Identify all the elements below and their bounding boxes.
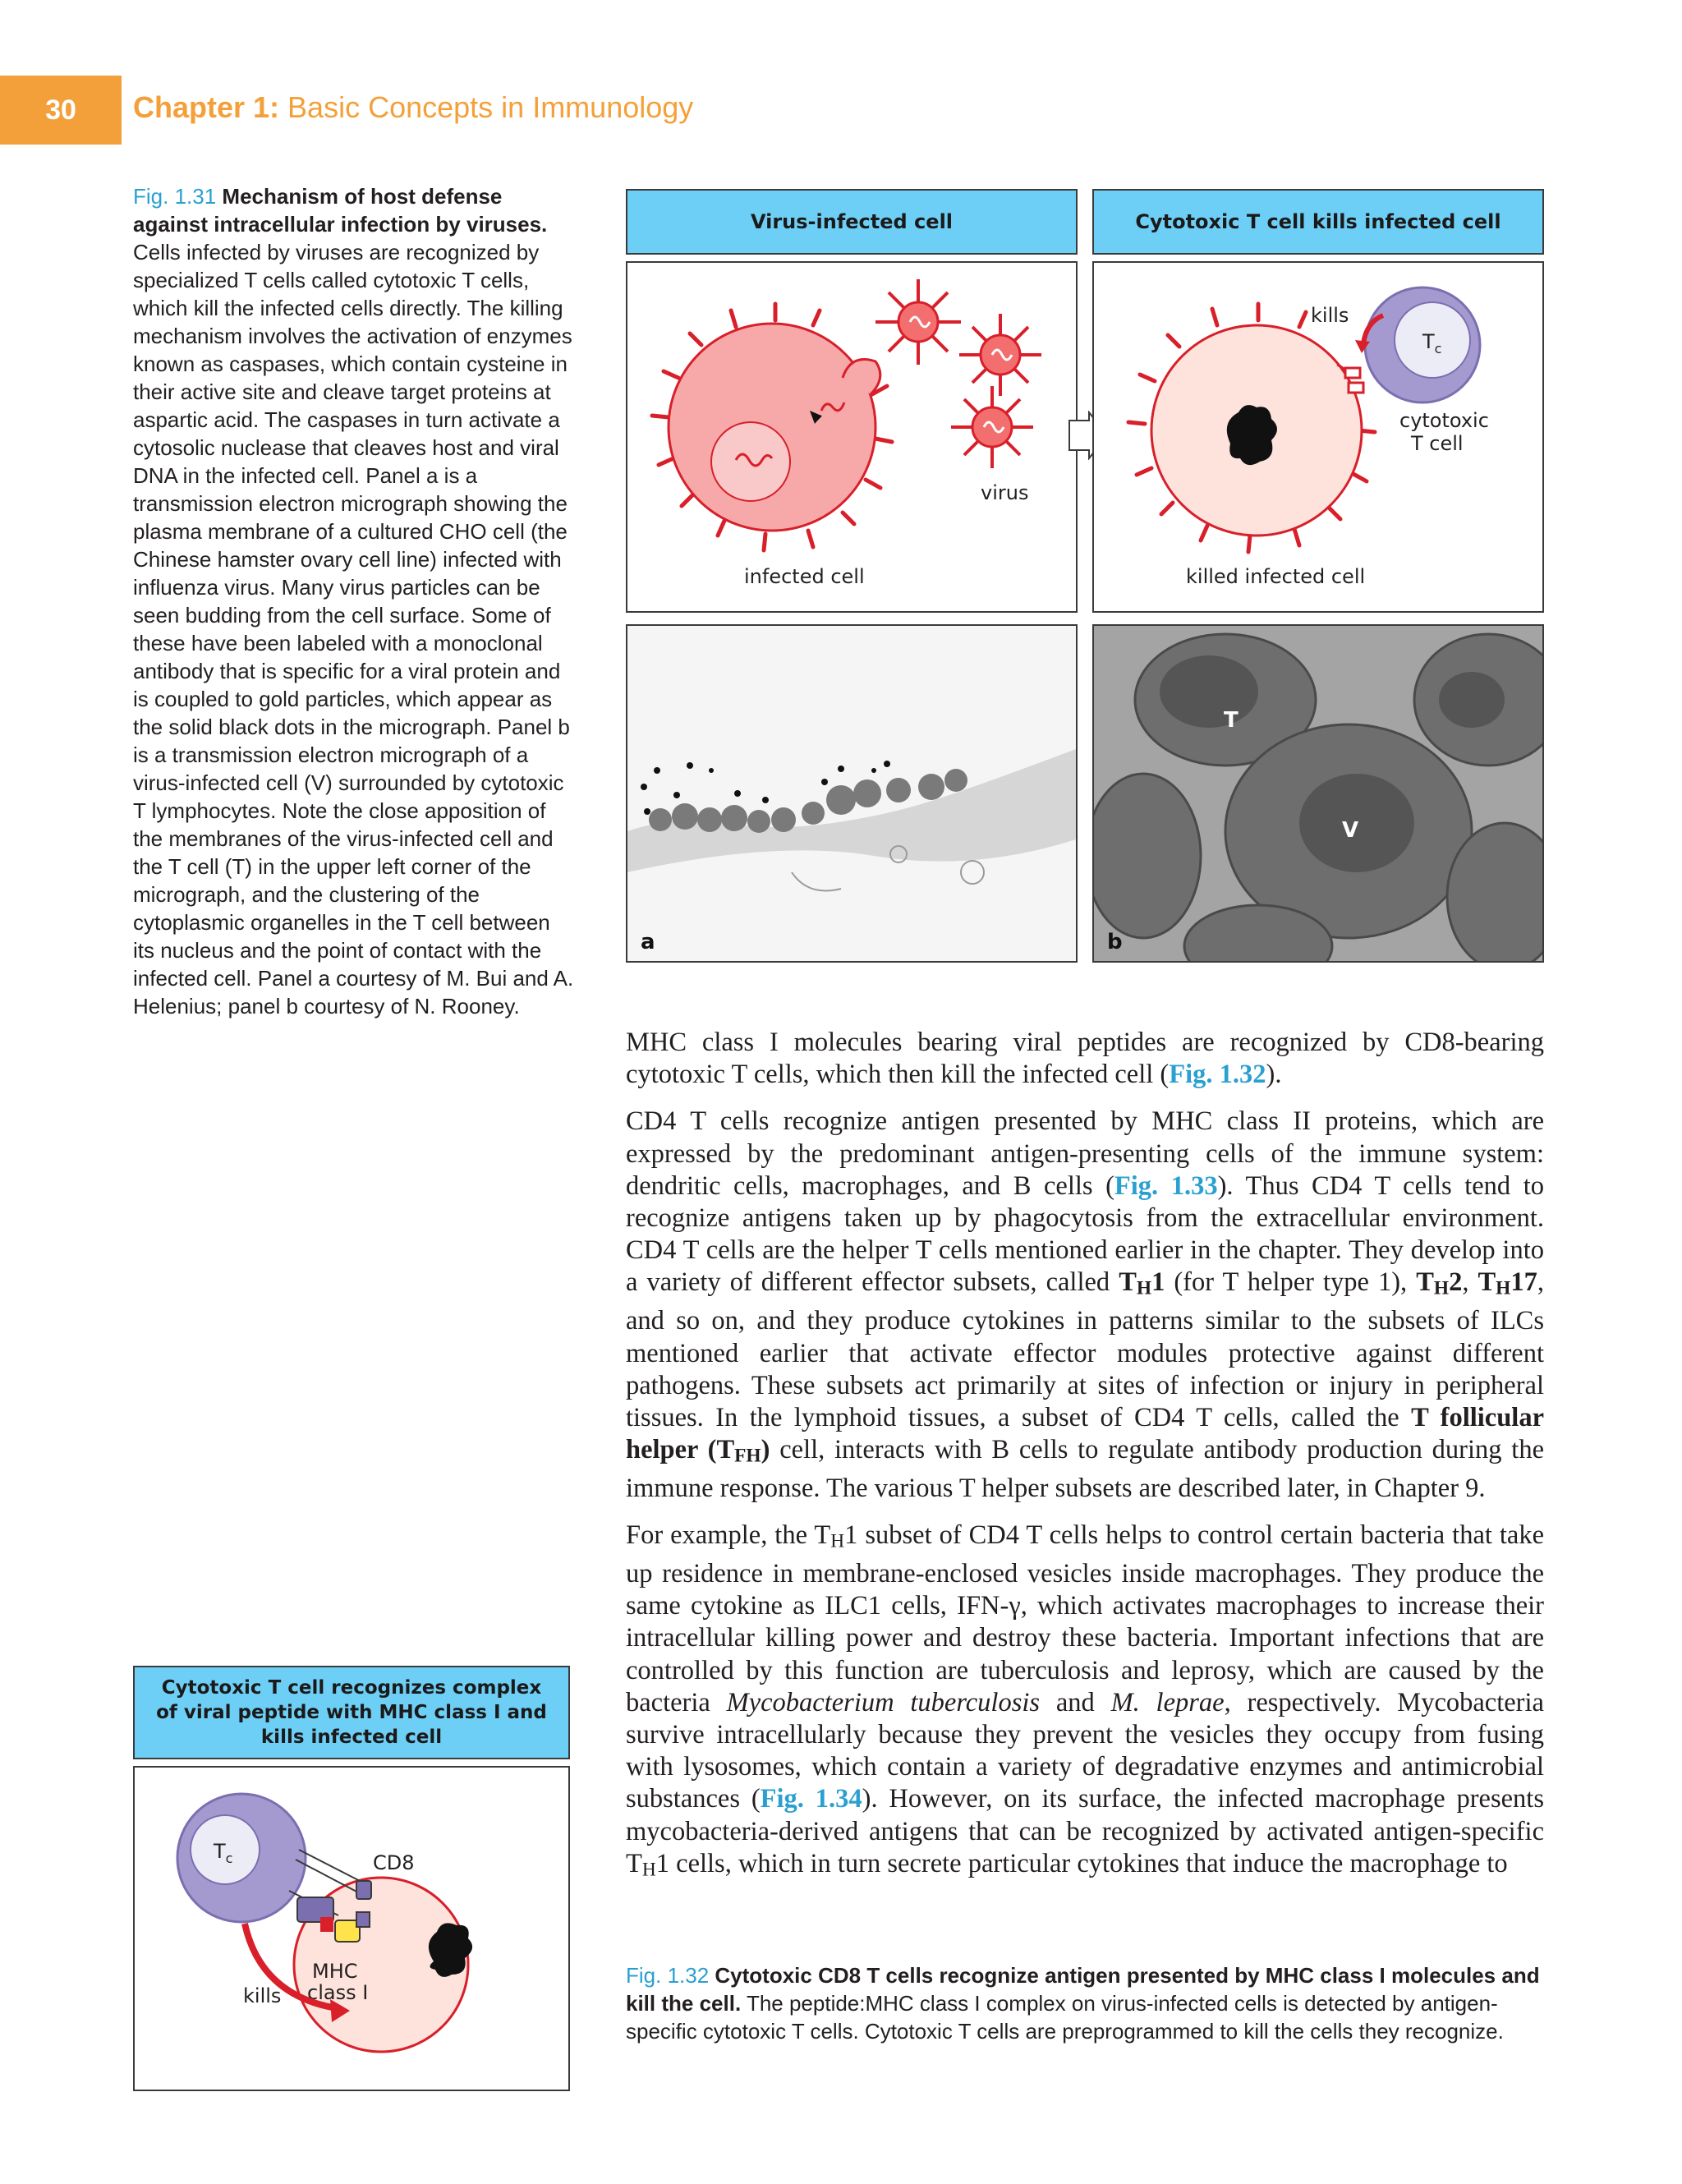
fig-ref-1-32[interactable]: Fig. 1.32 [1169, 1060, 1266, 1090]
body-paragraph-1: MHC class I molecules bearing viral peptides are recognized by CD8-bearing cytotoxic T cells, which then kill the infected cell (Fig. 1.32). [626, 1028, 1544, 1090]
panel-right-diagram [1092, 261, 1544, 613]
fig131-title: Mechanism of host defense against intracellular infection by viruses. [133, 184, 548, 237]
micrograph-a [626, 624, 1078, 963]
fig132-label-cd8: CD8 [373, 1851, 415, 1874]
label-tc: $T_c$ [1422, 330, 1442, 356]
label-cytotoxic: cytotoxic [1399, 409, 1489, 432]
fig132-number: Fig. 1.32 [626, 1963, 710, 1988]
tc-recognizes-mhc-diagram [135, 1768, 568, 2090]
panel-right-header: Cytotoxic T cell kills infected cell [1092, 189, 1544, 255]
fig131-legend [133, 182, 577, 1020]
fig131-number: Fig. 1.31 [133, 184, 217, 209]
fig132-header: Cytotoxic T cell recognizes complex of viral peptide with MHC class I and kills infected cell [133, 1666, 570, 1759]
label-t-cell: T cell [1411, 432, 1464, 455]
fig132-label-tc: $T_c$ [214, 1840, 233, 1866]
fig-ref-1-34[interactable]: Fig. 1.34 [760, 1784, 862, 1814]
label-killed-cell: killed infected cell [1186, 565, 1366, 588]
label-kills: kills [1311, 304, 1349, 327]
label-virus: virus [981, 481, 1029, 504]
cytotoxic-t-cell-kills-diagram [1094, 263, 1542, 611]
fig-ref-1-33[interactable]: Fig. 1.33 [1114, 1170, 1218, 1201]
body-text [626, 1027, 1544, 1901]
chapter-name: Basic Concepts in Immunology [287, 90, 694, 124]
micrograph-b-image [1094, 626, 1542, 961]
panel-left-header: Virus-infected cell [626, 189, 1078, 255]
micrograph-a-label: a [641, 930, 655, 954]
fig132-text: The peptide:MHC class I complex on virus-infected cells is detected by antigen-specific cytotoxic T cells. Cytotoxic T cells are preprogrammed to kill the cells they recognize. [626, 1991, 1504, 2044]
fig131-text: Cells infected by viruses are recognized by specialized T cells called cytotoxic T cells, which kill the infected cells directly. The killing mechanism involves the activation of enzymes known as caspases, which contain cysteine in their active site and cleave target proteins at aspartic acid. The caspases in turn activate a cytosolic nuclease that cleaves host and viral DNA in the infected cell. Panel a is a transmission electron micrograph showing the plasma membrane of a cultured CHO cell (the Chinese hamster ovary cell line) infected with influenza virus. Many virus particles can be seen budding from the cell surface. Some of these have been labeled with a monoclonal antibody that is specific for a viral protein and is coupled to gold particles, which appear as the solid black dots in the micrograph. Panel b is a transmission electron micrograph of a virus-infected cell (V) surrounded by cytotoxic T lymphocytes. Note the close apposition of the membranes of the virus-infected cell and the T cell (T) in the upper left corner of the micrograph, and the clustering of the cytoplasmic organelles in the T cell between its nucleus and the point of contact with the infected cell. Panel a courtesy of M. Bui and A. Helenius; panel b courtesy of N. Rooney. [133, 240, 574, 1018]
page-number: 30 [0, 76, 122, 145]
micrograph-b-label: b [1107, 930, 1123, 954]
fig132-label-class: class I [307, 1981, 369, 2004]
label-infected-cell: infected cell [744, 565, 865, 588]
virus-particle-1 [875, 279, 961, 365]
body-paragraph-3: For example, the $T_H1$ subset of CD4 T cells helps to control certain bacteria that take up residence in membrane-enclosed vesicles inside macrophages. They produce the same cytokine as ILC1 cells, IFN-γ, which activates macrophages to increase their intracellular killing power and destroy these bacteria. Important infections that are controlled by this function are tuberculosis and leprosy, which are caused by the bacteria Mycobacterium tuberculosis and M. leprae, respectively. Mycobacteria survive intracellularly because they prevent the vesicles they occupy from fusing with lysosomes, which contain a variety of degradative enzymes and antimicrobial substances (Fig. 1.34). However, on its surface, the infected macrophage presents mycobacteria-derived antigens that can be recognized by activated antigen-specific $T_H1$ cells, which in turn secrete particular cytokines that induce the macrophage to [626, 1520, 1544, 1881]
micrograph-b [1092, 624, 1544, 963]
micrograph-b-t-label: T [1224, 708, 1239, 733]
fig132-label-mhc: MHC [312, 1960, 358, 1983]
chapter-title [133, 90, 693, 125]
fig132-title: Cytotoxic CD8 T cells recognize antigen presented by MHC class I molecules and kill the cell. [626, 1963, 1540, 2016]
body-paragraph-2: CD4 T cells recognize antigen presented by MHC class II proteins, which are expressed by the predominant antigen-presenting cells of the immune system: dendritic cells, macrophages, and B cells (Fig. 1.33). Thus CD4 T cells tend to recognize antigens taken up by phagocytosis from the extracellular environment. CD4 T cells are the helper T cells mentioned earlier in the chapter. They develop into a variety of different effector subsets, called $T_H1$ (for T helper type 1), $T_H2$, $T_H17$, and so on, and they produce cytokines in patterns similar to the subsets of ILCs mentioned earlier that activate effector modules protective against different pathogens. These subsets act primarily at sites of infection or injury in peripheral tissues. In the lymphoid tissues, a subset of CD4 T cells, called the T follicular helper $(T_{FH})$ cell, interacts with B cells to regulate antibody production during the immune response. The various T helper subsets are described later, in Chapter 9. [626, 1106, 1544, 1503]
micrograph-b-v-label: V [1342, 818, 1359, 843]
virus-infected-cell-diagram [627, 263, 1076, 611]
panel-left-diagram [626, 261, 1078, 613]
virus-particle-2 [959, 314, 1041, 396]
fig132-diagram [133, 1766, 570, 2091]
fig132-label-kills: kills [243, 1984, 282, 2007]
micrograph-a-image [627, 626, 1076, 961]
chapter-prefix: Chapter 1: [133, 90, 280, 124]
virus-particle-3 [951, 386, 1033, 468]
fig132-legend [626, 1961, 1544, 2045]
